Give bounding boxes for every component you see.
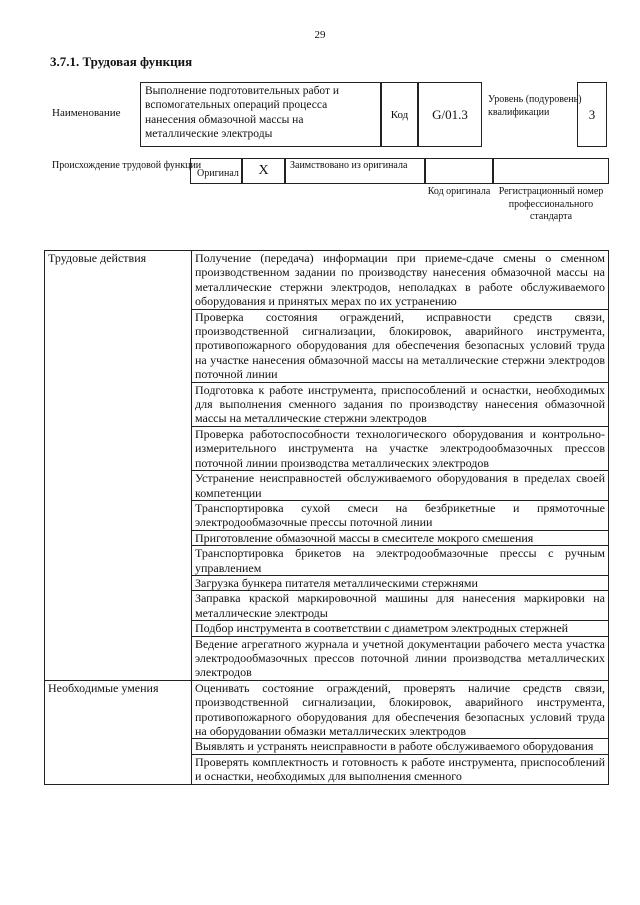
labor-action-item: Загрузка бункера питателя металлическими стержнями [192, 575, 609, 590]
naming-label: Наименование [52, 107, 121, 119]
required-skills-header: Необходимые умения [45, 680, 192, 784]
qualification-level-value: 3 [588, 106, 596, 122]
labor-action-item: Получение (передача) информации при приеме-сдаче смены о сменном производственном задании по производству нанесения обмазочной массы на металлические стержни электродов, неполадках в работе обслуживаемого оборудования и принятых мерах по их устранению [192, 251, 609, 310]
skill-item: Выявлять и устранять неисправности в работе обслуживаемого оборудования [192, 739, 609, 754]
function-code [418, 82, 482, 147]
labor-action-item: Транспортировка сухой смеси на безбрикетные и прямоточные электродообмазочные прессы поточной линии [192, 500, 609, 530]
origin-label: Происхождение трудовой функции [52, 160, 202, 171]
labor-function-table [44, 250, 609, 785]
original-mark-cell [242, 158, 285, 184]
borrowed-label: Заимствовано из оригинала [290, 160, 408, 171]
function-code-value: G/01.3 [432, 106, 468, 122]
labor-action-item: Подготовка к работе инструмента, приспособлений и оснастки, необходимых для выполнения сменного задания по производству нанесения обмазочной массы на металлические стержни электродов [192, 382, 609, 426]
labor-actions-header: Трудовые действия [45, 251, 192, 681]
original-code-caption: Код оригинала [427, 186, 491, 197]
original-code-cell [425, 158, 493, 184]
qualification-level-label: Уровень (подуровень) квалификации [488, 94, 582, 118]
original-mark: X [258, 163, 269, 178]
original-label: Оригинал [197, 168, 239, 179]
code-label [381, 82, 418, 147]
qualification-level [577, 82, 607, 147]
labor-action-item: Приготовление обмазочной массы в смесителе мокрого смешения [192, 530, 609, 545]
labor-action-item: Транспортировка брикетов на электродообмазочные прессы с ручным управлением [192, 546, 609, 576]
table-row [45, 680, 609, 739]
registration-number-cell [493, 158, 609, 184]
labor-action-item: Проверка работоспособности технологического оборудования и контрольно-измерительного инструмента на участке электродообмазочных прессов поточной линии производства металлических электродов [192, 426, 609, 470]
original-label-cell [190, 158, 242, 184]
table-row [45, 251, 609, 310]
function-name-value: Выполнение подготовительных работ и вспомогательных операций процесса нанесения обмазочной массы на металлические электроды [140, 82, 381, 147]
skill-item: Оценивать состояние ограждений, проверять наличие средств связи, производственной сигнализации, блокировок, аварийного инструмента, противопожарного оборудования для обеспечения безопасных условий труда на оборудовании обмазки металлических электродов [192, 680, 609, 739]
registration-number-caption: Регистрационный номер профессионального стандарта [498, 186, 604, 222]
skill-item: Проверять комплектность и готовность к работе инструмента, приспособлений и оснастки, необходимых для выполнения сменного [192, 754, 609, 784]
labor-action-item: Заправка краской маркировочной машины для нанесения маркировки на металлические электроды [192, 591, 609, 621]
borrowed-label-cell [285, 158, 425, 184]
page-number: 29 [314, 29, 326, 41]
labor-action-item: Проверка состояния ограждений, исправности средств связи, производственной сигнализации, блокировок, аварийного инструмента, противопожарного оборудования для обеспечения безопасных условий труда на участке нанесения обмазочной массы на металлические стержни электродов поточной линии [192, 309, 609, 382]
labor-action-item: Ведение агрегатного журнала и учетной документации рабочего места участка электродообмазочных прессов поточной линии производства металлических электродов [192, 636, 609, 680]
code-label-text: Код [390, 108, 409, 121]
labor-action-item: Подбор инструмента в соответствии с диаметром электродных стержней [192, 621, 609, 636]
labor-action-item: Устранение неисправностей обслуживаемого оборудования в пределах своей компетенции [192, 471, 609, 501]
section-title: 3.7.1. Трудовая функция [50, 54, 193, 69]
